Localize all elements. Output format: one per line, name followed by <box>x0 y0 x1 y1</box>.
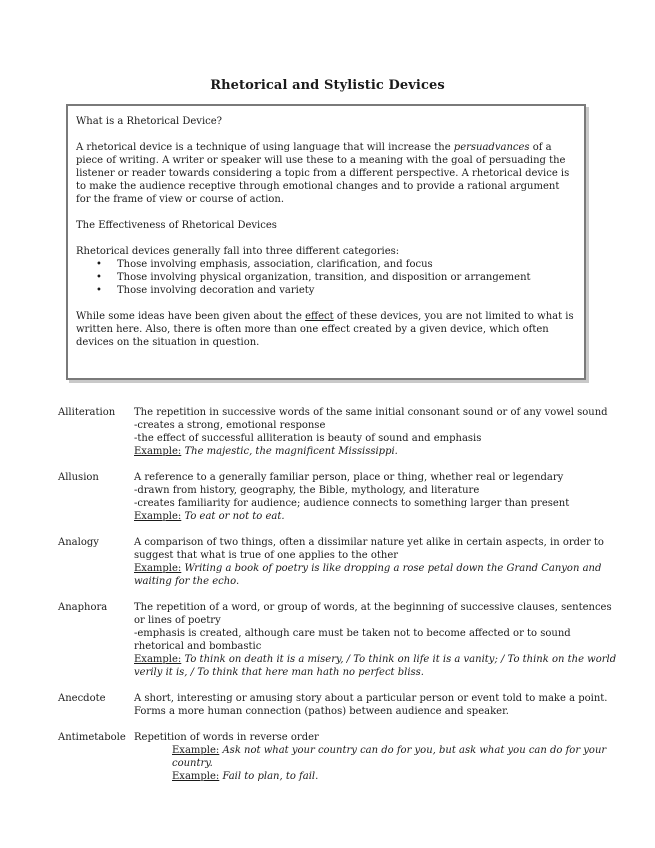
box-paragraph-note: While some ideas have been given about the effect of these devices, you are not limited to what is written here. Also, there is often more than one effect created by a given device, which often devices on the situation in question. <box>76 311 574 348</box>
list-item: • Those involving decoration and variety <box>96 285 315 296</box>
box-heading-what: What is a Rhetorical Device? <box>76 116 223 127</box>
term-allusion <box>58 471 618 523</box>
bullet-icon: • <box>96 272 102 283</box>
term-definition: The repetition in successive words of the same initial consonant sound or of any vowel sound -creates a strong, emotional response -the effect of successful alliteration is beauty of sound and emphasis Example: The majestic, the magnificent Mississippi. <box>134 406 618 458</box>
term-anaphora <box>58 601 618 679</box>
term-definition: A comparison of two things, often a dissimilar nature yet alike in certain aspects, in order to suggest that what is true of one applies to the other Example: Writing a book of poetry is like dropping a rose petal down the Grand Canyon and waiting for the echo. <box>134 536 618 588</box>
term-name: Anaphora <box>58 602 108 613</box>
term-antimetabole <box>58 731 618 783</box>
term-name: Anecdote <box>58 693 106 704</box>
page-title: Rhetorical and Stylistic Devices <box>210 78 445 93</box>
box-heading-effectiveness: The Effectiveness of Rhetorical Devices <box>76 220 277 231</box>
term-name: Analogy <box>58 537 99 548</box>
term-example: Example: Writing a book of poetry is like dropping a rose petal down the Grand Canyon and waiting for the echo. <box>134 563 602 587</box>
term-definition: A short, interesting or amusing story about a particular person or event told to make a point. Forms a more human connection (pathos) between audience and speaker. <box>134 693 608 717</box>
term-definition: Repetition of words in reverse order Example: Ask not what your country can do for you, but ask what you can do for your country. Example: Fail to plan, to fail. <box>134 731 618 783</box>
term-analogy <box>58 536 618 588</box>
term-example: Example: Fail to plan, to fail. <box>172 771 319 782</box>
term-example: Example: Ask not what your country can do for you, but ask what you can do for your country. <box>172 745 607 769</box>
category-list <box>76 258 576 297</box>
device-glossary <box>58 406 618 796</box>
term-name: Alliteration <box>58 407 116 418</box>
term-name: Antimetabole <box>58 732 126 743</box>
box-paragraph-categories: Rhetorical devices generally fall into three different categories: <box>76 246 400 257</box>
term-alliteration <box>58 406 618 458</box>
list-item: • Those involving emphasis, association, clarification, and focus <box>96 259 433 270</box>
term-anecdote <box>58 692 618 718</box>
box-paragraph-definition: A rhetorical device is a technique of using language that will increase the persuadvances of a piece of writing. A writer or speaker will use these to a meaning with the goal of persuading the listener or reader towards considering a topic from a different perspective. A rhetorical device is to make the audience receptive through emotional changes and to provide a rational argument for the frame of view or course of action. <box>76 142 570 205</box>
term-definition: A reference to a generally familiar person, place or thing, whether real or legendary -drawn from history, geography, the Bible, mythology, and literature -creates familiarity for audience; audience connects to something larger than present Example: To eat or not to eat. <box>134 471 618 523</box>
term-example: Example: The majestic, the magnificent Mississippi. <box>134 446 398 457</box>
term-name: Allusion <box>58 472 99 483</box>
list-item: • Those involving physical organization, transition, and disposition or arrangement <box>96 272 531 283</box>
definition-box <box>66 104 586 380</box>
term-definition: The repetition of a word, or group of words, at the beginning of successive clauses, sentences or lines of poetry -emphasis is created, although care must be taken not to become affected or to sound rhetorical and bombastic Example: To think on death it is a misery, / To think on life it is a vanity; / To think on the world verily it is, / To think that here man hath no perfect bliss. <box>134 602 617 678</box>
bullet-icon: • <box>96 259 102 270</box>
bullet-icon: • <box>96 285 102 296</box>
term-example: Example: To think on death it is a misery, / To think on life it is a vanity; / To think on the world verily it is, / To think that here man hath no perfect bliss. <box>134 654 617 678</box>
term-example: Example: To eat or not to eat. <box>134 511 285 522</box>
